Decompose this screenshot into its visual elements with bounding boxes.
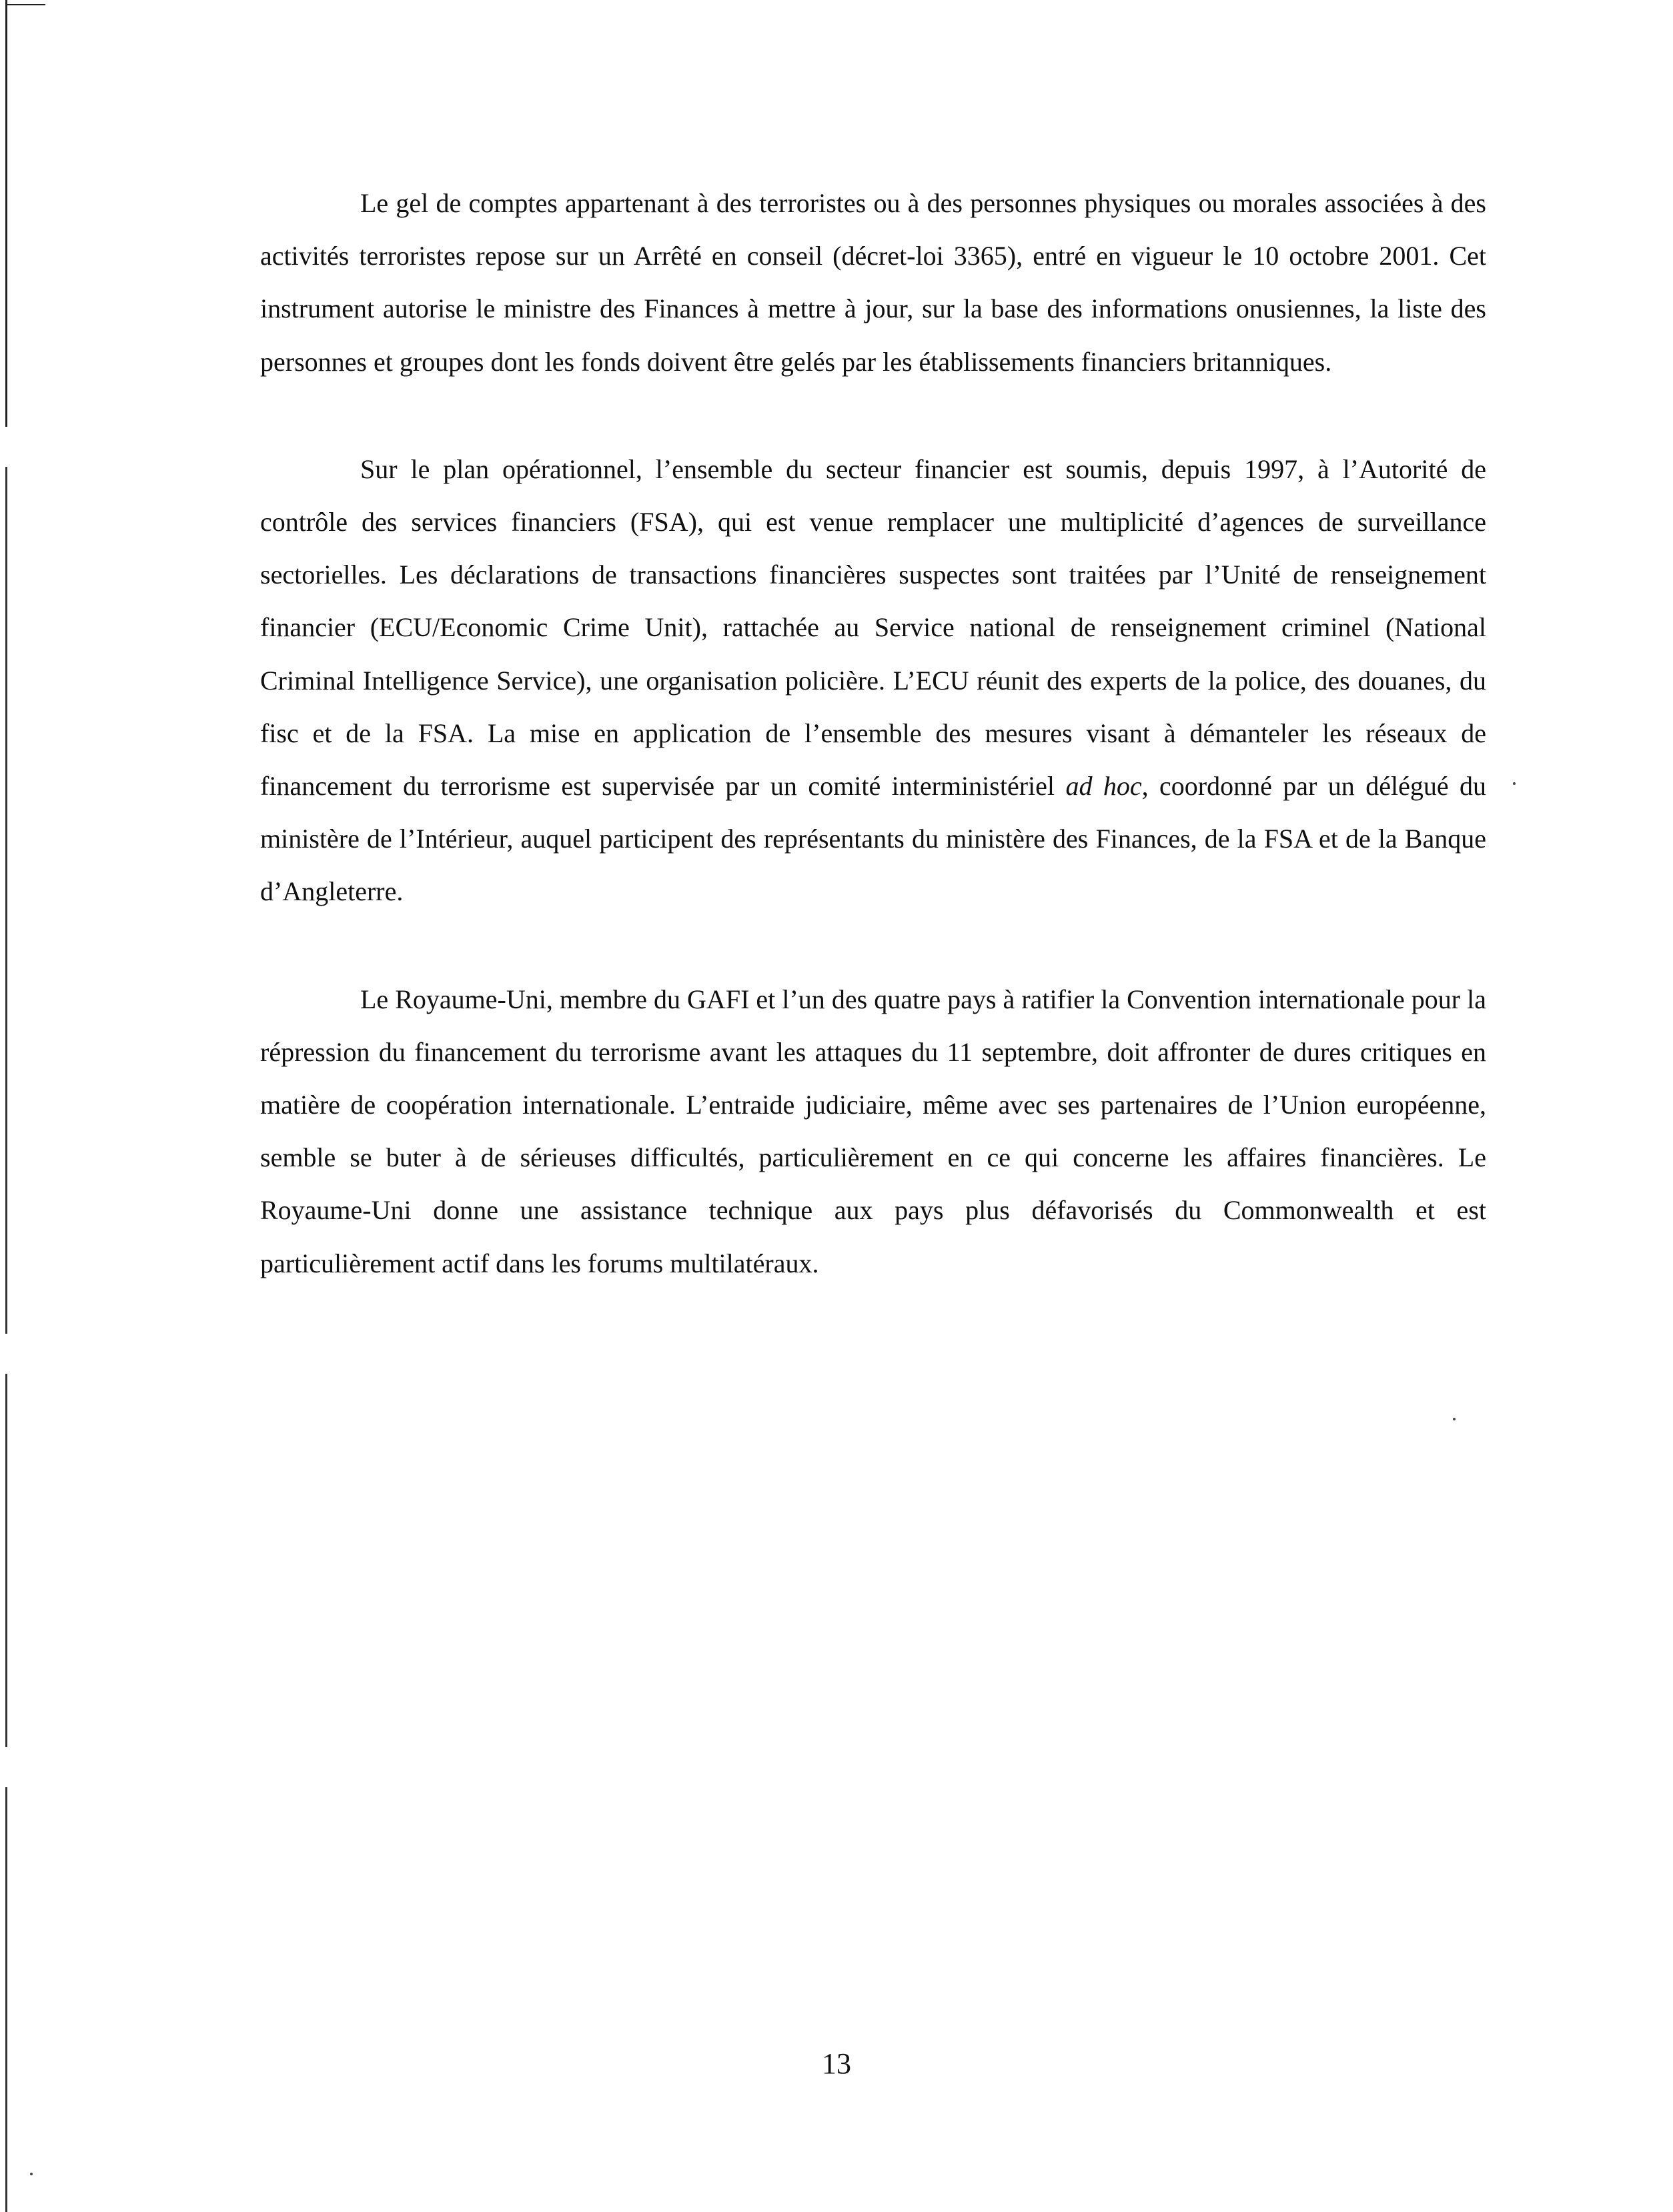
paragraph-international-cooperation: Le Royaume-Uni, membre du GAFI et l’un des quatre pays à ratifier la Convention internationale pour la répression du financement du terrorisme avant les attaques du 11 septembre, doit affronter de dures critiques en matière de coopération internationale. L’entraide judiciaire, même avec ses partenaires de l’Union européenne, semble se buter à de sérieuses difficultés, particulièrement en ce qui concerne les affaires financières. Le Royaume-Uni donne une assistance technique aux pays plus défavorisés du Commonwealth et est particulièrement actif dans les forums multilatéraux. [260, 984, 1486, 1278]
emphasis-ad-hoc: ad hoc [1065, 771, 1142, 802]
scan-speck [1513, 782, 1516, 785]
scan-edge-artifact [5, 0, 7, 2212]
paragraph-asset-freeze: Le gel de comptes appartenant à des terroristes ou à des personnes physiques ou morales associées à des activités terroristes repose sur un Arrêté en conseil (décret-loi 3365), entré en vigueur le 10 octobre 2001. Cet instrument autorise le ministre des Finances à mettre à jour, sur la base des informations onusiennes, la liste des personnes et groupes dont les fonds doivent être gelés par les établissements financiers britanniques. [260, 188, 1486, 377]
scan-speck [30, 2173, 33, 2175]
scan-corner-artifact [5, 4, 45, 5]
body-text [260, 177, 1486, 1344]
page-number: 13 [822, 2047, 851, 2080]
scan-speck [1453, 1418, 1456, 1420]
paragraph-operational-framework: Sur le plan opérationnel, l’ensemble du secteur financier est soumis, depuis 1997, à l’Autorité de contrôle des services financiers (FSA), qui est venue remplacer une multiplicité d’agences de surveillance sectorielles. Les déclarations de transactions financières suspectes sont traitées par l’Unité de renseignement financier (ECU/Economic Crime Unit), rattachée au Service national de renseignement criminel (National Criminal Intelligence Service), une organisation policière. L’ECU réunit des experts de la police, des douanes, du fisc et de la FSA. La mise en application de l’ensemble des mesures visant à démanteler les réseaux de financement du terrorisme est supervisée par un comité interministériel ad hoc, coordonné par un délégué du ministère de l’Intérieur, auquel participent des représentants du ministère des Finances, de la FSA et de la Banque d’Angleterre. [260, 453, 1487, 907]
